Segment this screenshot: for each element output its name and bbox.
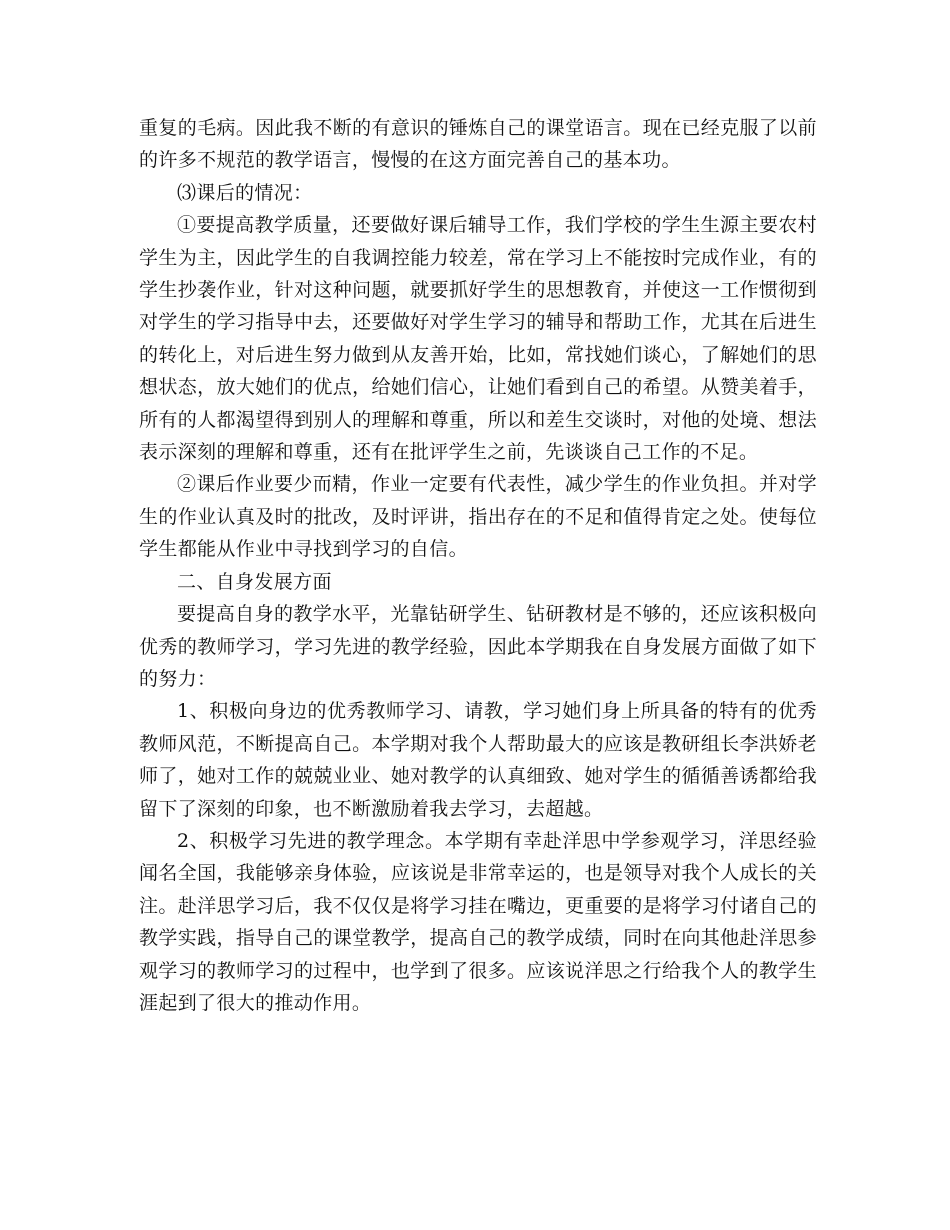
paragraph-after-class-2: ②课后作业要少而精，作业一定要有代表性，减少学生的作业负担。并对学生的作业认真及时的批改，及时评讲，指出存在的不足和值得肯定之处。使每位学生都能从作业中寻找到学习的自信。 <box>139 473 817 561</box>
paragraph-continuation: 重复的毛病。因此我不断的有意识的锤炼自己的课堂语言。现在已经克服了以前的许多不规范的教学语言，慢慢的在这方面完善自己的基本功。 <box>139 117 817 172</box>
document-body <box>139 112 817 1019</box>
paragraph-item-1: 1、积极向身边的优秀教师学习、请教，学习她们身上所具备的特有的优秀教师风范，不断提高自己。本学期对我个人帮助最大的应该是教研组长李洪娇老师了，她对工作的兢兢业业、她对教学的认真细致、她对学生的循循善诱都给我留下了深刻的印象，也不断激励着我去学习，去超越。 <box>139 700 817 820</box>
after-class-heading: ⑶课后的情况： <box>177 181 313 204</box>
paragraph-item-2: 2、积极学习先进的教学理念。本学期有幸赴洋思中学参观学习，洋思经验闻名全国，我能够亲身体验，应该说是非常幸运的，也是领导对我个人成长的关注。赴洋思学习后，我不仅仅是将学习挂在嘴边，更重要的是将学习付诸自己的教学实践，指导自己的课堂教学，提高自己的教学成绩，同时在向其他赴洋思参观学习的教师学习的过程中，也学到了很多。应该说洋思之行给我个人的教学生涯起到了很大的推动作用。 <box>139 829 817 1014</box>
section-2-heading: 二、自身发展方面 <box>177 570 332 593</box>
paragraph-after-class-1: ①要提高教学质量，还要做好课后辅导工作，我们学校的学生生源主要农村学生为主，因此学生的自我调控能力较差，常在学习上不能按时完成作业，有的学生抄袭作业，针对这种问题，就要抓好学生的思想教育，并使这一工作惯彻到对学生的学习指导中去，还要做好对学生学习的辅导和帮助工作，尤其在后进生的转化上，对后进生努力做到从友善开始，比如，常找她们谈心，了解她们的思想状态，放大她们的优点，给她们信心，让她们看到自己的希望。从赞美着手，所有的人都渴望得到别人的理解和尊重，所以和差生交谈时，对他的处境、想法表示深刻的理解和尊重，还有在批评学生之前，先谈谈自己工作的不足。 <box>139 214 817 464</box>
paragraph-section-2-intro: 要提高自身的教学水平，光靠钻研学生、钻研教材是不够的，还应该积极向优秀的教师学习，学习先进的教学经验，因此本学期我在自身发展方面做了如下的努力： <box>139 603 817 690</box>
